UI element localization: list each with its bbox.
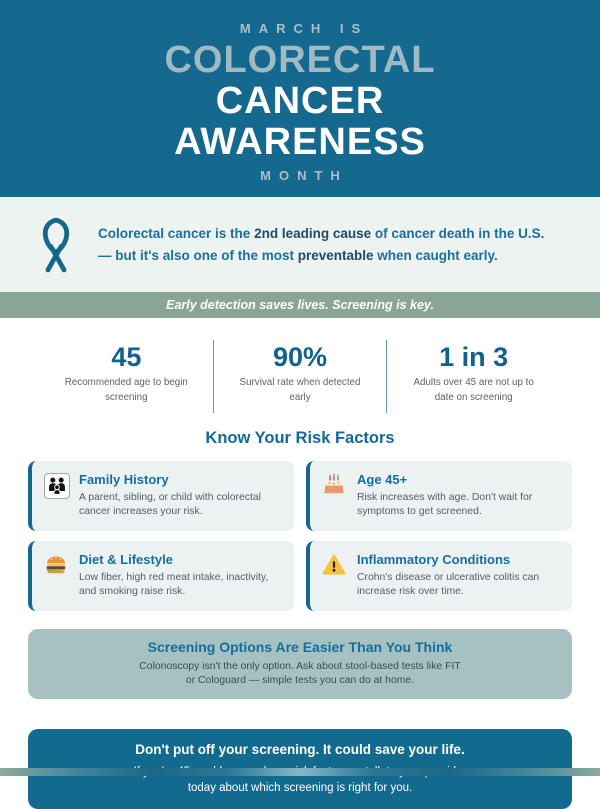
card-body: Crohn's disease or ulcerative colitis can increase risk over time. [357, 572, 540, 598]
hero-title-line3: AWARENESS [174, 121, 426, 163]
birthday-cake-icon [322, 473, 348, 499]
card-title: Diet & Lifestyle [79, 552, 173, 568]
cta-title: Don't put off your screening. It could save your life. [135, 742, 465, 758]
card-title: Age 45+ [357, 472, 408, 488]
hero-eyebrow-top: MARCH IS [239, 21, 369, 36]
hero-eyebrow-bottom: MONTH [260, 168, 348, 183]
intro-seg5: when caught early. [373, 247, 498, 263]
stat-age-45 [40, 340, 213, 413]
early-detection-banner: Early detection saves lives. Screening is key. [0, 292, 600, 318]
card-body: A parent, sibling, or child with colorectal cancer increases your risk. [79, 492, 261, 518]
card-family-history [28, 461, 294, 531]
warning-icon [322, 553, 348, 579]
card-body: Low fiber, high red meat intake, inactivity, and smoking raise risk. [79, 572, 269, 598]
card-title: Family History [79, 472, 169, 488]
card-body: Risk increases with age. Don't wait for symptoms to get screened. [357, 492, 533, 518]
risk-factors-heading: Know Your Risk Factors [205, 429, 395, 448]
screening-options-body: Colonoscopy isn't the only option. Ask about stool-based tests like FIT or Cologuard — simple tests you can do at home. [139, 661, 461, 687]
intro-statement [98, 223, 544, 266]
card-text [357, 552, 560, 599]
intro-seg1: Colorectal cancer is the [98, 225, 255, 241]
card-text [357, 472, 560, 519]
footer-gradient-strip [0, 768, 600, 776]
stat-label: Survival rate when detected early [239, 377, 361, 403]
stat-label: Recommended age to begin screening [64, 377, 188, 403]
cta-body: today about which screening is right for you. [187, 782, 413, 795]
card-age-45 [306, 461, 572, 531]
hero-title-line2: CANCER [215, 80, 385, 122]
screening-options-box [28, 629, 572, 699]
stat-label: Adults over 45 are not up to date on screening [413, 377, 534, 403]
screening-options-title: Screening Options Are Easier Than You Think [147, 639, 453, 656]
card-text [79, 472, 282, 519]
stat-value: 45 [111, 342, 142, 372]
stat-value: 90% [272, 342, 328, 372]
stats-row [0, 318, 600, 413]
hamburger-icon [44, 553, 70, 579]
card-inflammatory-conditions [306, 541, 572, 611]
intro-seg3a: of cancer death in the U.S. [371, 225, 545, 241]
family-icon [44, 473, 70, 499]
intro-seg2-emphasis: 2nd leading cause [254, 225, 372, 241]
card-text [79, 552, 282, 599]
hero-title-line1: COLORECTAL [164, 39, 436, 81]
awareness-ribbon-icon [34, 213, 78, 277]
hero-header [0, 0, 600, 197]
card-title: Inflammatory Conditions [357, 552, 511, 568]
card-diet-lifestyle [28, 541, 294, 611]
intro-seg3b: — but it's also one of the most [98, 247, 298, 263]
intro-seg4-emphasis: preventable [297, 247, 374, 263]
stat-value: 1 in 3 [439, 342, 509, 372]
intro-section [0, 197, 600, 292]
stat-survival-rate [213, 340, 387, 413]
stat-one-in-three [386, 340, 560, 413]
risk-factor-cards [0, 461, 600, 611]
